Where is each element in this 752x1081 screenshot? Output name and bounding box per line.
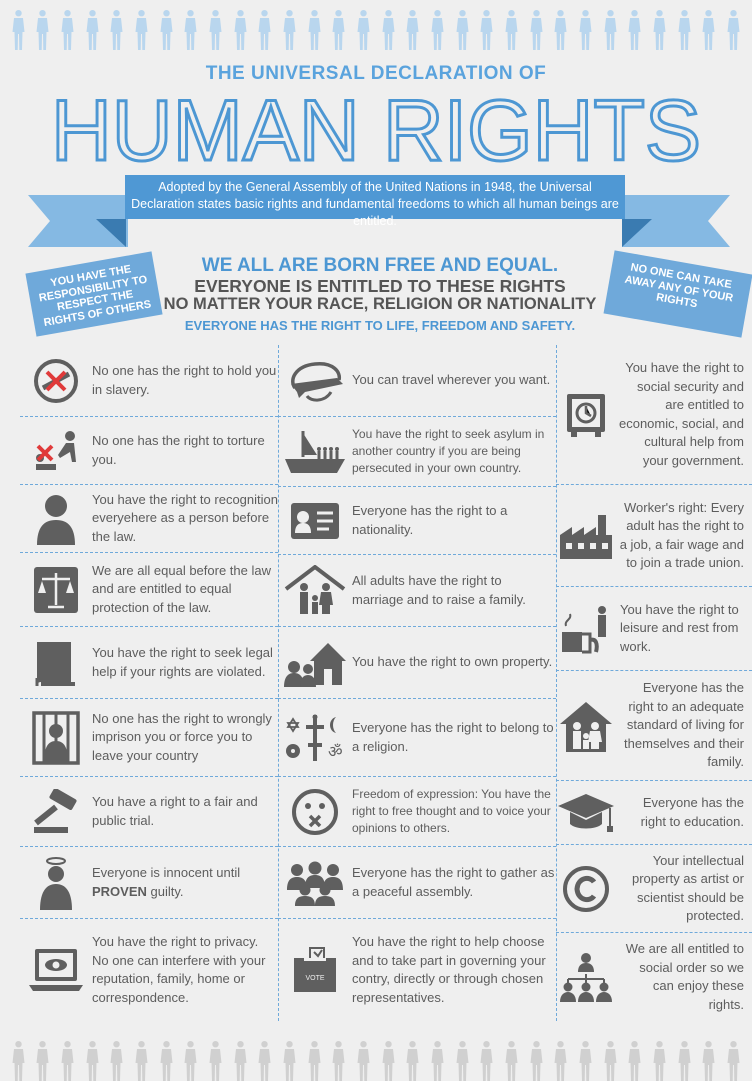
right-text: Everyone is innocent until PROVEN guilty. [92,865,241,899]
right-text: We are all equal before the law and are entitled to equal protection of the law. [92,562,271,615]
person-silhouette-icon [604,1041,617,1081]
person-silhouette-icon [135,10,148,50]
right-text: Everyone has the right to belong to a religion. [352,720,554,754]
ribbon-left-notch [28,195,50,247]
safe-icon [556,392,616,438]
person-silhouette-icon [209,1041,222,1081]
person-silhouette-icon [283,1041,296,1081]
person-silhouette-icon [110,10,123,50]
id-card-icon [278,501,352,541]
person-silhouette-icon [184,1041,197,1081]
right-item [278,699,556,777]
right-item [556,845,752,933]
right-item [20,699,278,777]
right-item [556,587,752,671]
person-silhouette-icon [86,10,99,50]
leisure-icon [556,604,616,654]
right-text: No one has the right to wrongly imprison you or force you to leave your country [92,710,272,763]
person-silhouette-icon [702,1041,715,1081]
person-silhouette-icon [628,1041,641,1081]
people-border-top [0,0,752,50]
right-item [556,781,752,845]
right-item [20,919,278,1021]
right-item [278,627,556,699]
person-silhouette-icon [579,10,592,50]
person-silhouette-icon [480,10,493,50]
person-silhouette-icon [530,10,543,50]
right-text: You have the right to own property. [352,654,553,670]
crowd-icon [278,860,352,906]
right-text: You have a right to a fair and public trial. [92,794,258,828]
right-text: No one has the right to hold you in slavery. [92,363,277,397]
person-silhouette-icon [61,1041,74,1081]
person-silhouette-icon [86,1041,99,1081]
no-one-can-take-tag: NO ONE CAN TAKE AWAY ANY OF YOUR RIGHTS [604,250,752,337]
person-silhouette-icon [61,10,74,50]
right-item [278,417,556,487]
rights-column-1 [20,345,278,1021]
right-text: You have the right to help choose and to take part in governing your contry, directly or through chosen representatives. [352,934,546,1005]
right-item [278,487,556,555]
rights-grid [20,345,752,1021]
person-silhouette-icon [357,1041,370,1081]
person-silhouette-icon [727,1041,740,1081]
person-silhouette-icon [406,1041,419,1081]
person-silhouette-icon [135,1041,148,1081]
right-item [20,553,278,627]
person-silhouette-icon [456,1041,469,1081]
person-silhouette-icon [308,10,321,50]
ship-icon [278,427,352,477]
person-silhouette-icon [332,10,345,50]
graduation-cap-icon [556,790,616,836]
headline-entitled: EVERYONE IS ENTITLED TO THESE RIGHTS [194,276,566,296]
right-text: Freedom of expression: You have the right to free thought and to voice your opinions to others. [352,787,551,835]
person-silhouette-icon [36,10,49,50]
intro-banner: Adopted by the General Assembly of the United Nations in 1948, the Universal Declaration states basic rights and fundamental freedoms to which all human beings are entitled. [125,175,625,219]
right-text: You have the right to recognition everyehere as a person before the law. [92,491,278,544]
person-silhouette-icon [12,1041,25,1081]
no-torture-icon [20,428,92,474]
person-silhouette-icon [678,1041,691,1081]
scales-icon [20,565,92,615]
person-silhouette-icon [505,1041,518,1081]
right-item [20,345,278,417]
right-text: You have the right to seek asylum in another country if you are being persecuted in your own country. [352,427,545,475]
plane-icon [278,358,352,404]
person-silhouette-icon [727,10,740,50]
svg-text:ॐ: ॐ [328,741,343,761]
people-border-bottom [0,1039,752,1081]
right-item [556,485,752,587]
home-family-icon [556,700,616,752]
silenced-face-icon [278,788,352,836]
right-item [20,777,278,847]
person-silhouette-icon [357,10,370,50]
person-silhouette-icon [653,10,666,50]
innocent-person-icon [20,856,92,910]
ballot-box-icon [278,946,352,994]
family-icon [278,565,352,617]
right-text: All adults have the right to marriage and to raise a family. [352,573,526,607]
right-item [20,627,278,699]
person-silhouette-icon [308,1041,321,1081]
person-silhouette-icon [653,1041,666,1081]
person-silhouette-icon [554,1041,567,1081]
person-silhouette-icon [110,1041,123,1081]
person-silhouette-icon [184,10,197,50]
page-title-text: HUMAN RIGHTS [51,84,701,168]
right-text: Your intellectual property as artist or scientist should be protected. [632,852,744,923]
right-item [556,671,752,781]
rights-column-3 [556,345,752,1021]
page-title [0,84,752,168]
person-silhouette-icon [234,10,247,50]
person-silhouette-icon [628,10,641,50]
right-item [278,919,556,1021]
right-item [278,777,556,847]
headline-life-freedom: EVERYONE HAS THE RIGHT TO LIFE, FREEDOM AND SAFETY. [184,318,576,333]
right-text: You can travel wherever you want. [352,372,551,388]
hierarchy-icon [556,952,616,1002]
page-subtitle: THE UNIVERSAL DECLARATION OF [205,63,547,84]
person-silhouette-icon [283,10,296,50]
ballot-box-label: VOTE [305,975,325,982]
factory-icon [556,513,616,559]
gavel-icon [20,789,92,835]
right-item [20,847,278,919]
person-silhouette-icon [258,10,271,50]
rights-column-2 [278,345,556,1021]
no-slavery-icon [20,358,92,404]
right-text: Everyone has the right to a nationality. [352,503,508,537]
right-text: You have the right to leisure and rest from work. [620,601,739,654]
right-item [278,555,556,627]
ribbon-right-fold [622,219,652,247]
religion-icon [278,713,352,763]
person-silhouette-icon [160,1041,173,1081]
responsibility-tag: YOU HAVE THE RESPONSIBILITY TO RESPECT THE RIGHTS OF OTHERS [25,251,162,336]
right-item [556,345,752,485]
person-silhouette-icon [382,1041,395,1081]
privacy-laptop-icon [20,947,92,993]
right-text: Worker's right: Every adult has the right to a job, a fair wage and to join a trade union. [619,499,744,570]
ribbon-left-fold [96,219,126,247]
person-silhouette-icon [505,10,518,50]
right-text: No one has the right to torture you. [92,433,265,467]
person-silhouette-icon [209,10,222,50]
right-text: You have the right to social security and are entitled to economic, social, and cultural help from your government. [618,360,744,468]
person-silhouette-icon [579,1041,592,1081]
person-silhouette-icon [406,10,419,50]
person-silhouette-icon [160,10,173,50]
headline-no-matter: NO MATTER YOUR RACE, RELIGION OR NATIONALITY [163,295,597,313]
house-people-icon [278,639,352,687]
person-silhouette-icon [530,1041,543,1081]
person-icon [20,493,92,545]
person-silhouette-icon [332,1041,345,1081]
right-item [556,933,752,1021]
headline-born-free: WE ALL ARE BORN FREE AND EQUAL. [201,255,559,276]
right-text: You have the right to seek legal help if your rights are violated. [92,645,273,679]
right-item [20,485,278,553]
person-silhouette-icon [12,10,25,50]
person-silhouette-icon [554,10,567,50]
person-silhouette-icon [604,10,617,50]
person-silhouette-icon [480,1041,493,1081]
person-silhouette-icon [258,1041,271,1081]
right-item [278,847,556,919]
right-text: You have the right to privacy. No one can interfere with your reputation, family, home or correspondence. [92,934,266,1005]
right-text: We are all entitled to social order so we can enjoy these rights. [625,941,744,1012]
ribbon-right-notch [708,195,730,247]
right-text: Everyone has the right to education. [640,795,744,829]
person-silhouette-icon [456,10,469,50]
person-silhouette-icon [678,10,691,50]
person-silhouette-icon [431,10,444,50]
prison-icon [20,711,92,765]
book-icon [20,638,92,688]
person-silhouette-icon [36,1041,49,1081]
person-silhouette-icon [431,1041,444,1081]
right-item [20,417,278,485]
person-silhouette-icon [234,1041,247,1081]
right-text: Everyone has the right to an adequate standard of living for themselves and their family. [624,680,744,770]
person-silhouette-icon [702,10,715,50]
right-item [278,345,556,417]
copyright-icon [556,865,616,913]
right-text: Everyone has the right to gather as a peaceful assembly. [352,865,555,899]
person-silhouette-icon [382,10,395,50]
